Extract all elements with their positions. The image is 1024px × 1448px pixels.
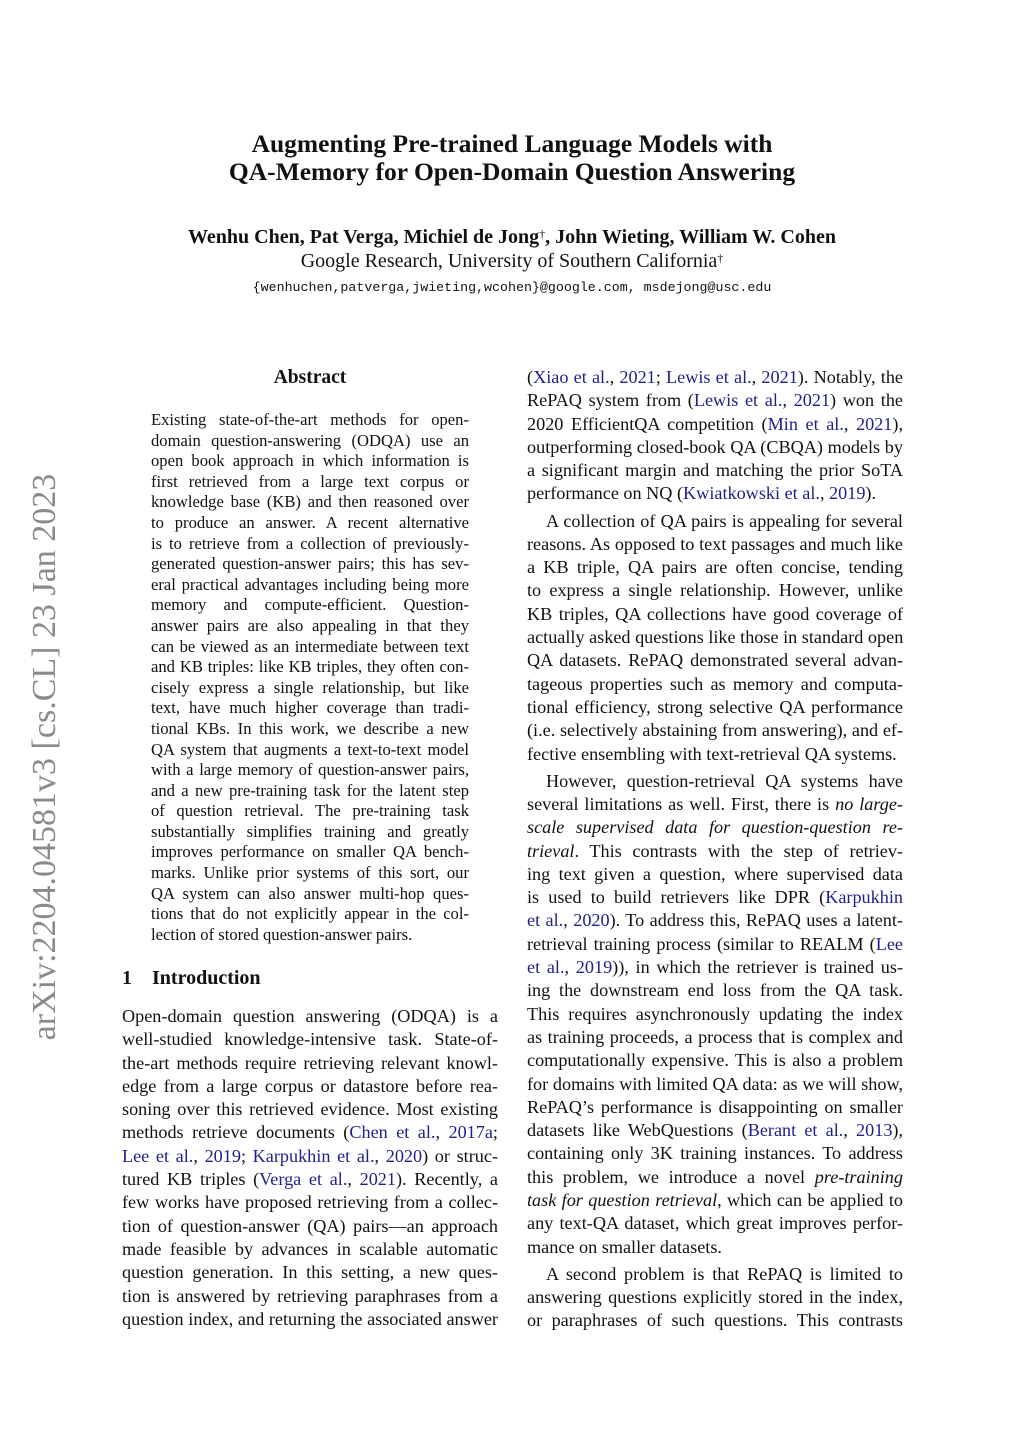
text-line (151, 863, 469, 884)
text-run: several limitations as well. First, there is (527, 793, 836, 814)
text-run: QA system can also answer multi-hop ques- (151, 883, 469, 903)
text-line (527, 533, 903, 556)
text-run: knowledge base (KB) and then reasoned over (151, 492, 469, 512)
text-line (122, 1308, 498, 1331)
citation-link[interactable]: Lee (875, 933, 903, 954)
text-run: tional efficiency, strong selective QA performance (527, 696, 903, 717)
citation-link[interactable]: Chen et al. (349, 1122, 436, 1143)
author-emails: {wenhuchen,patverga,jwieting,wcohen}@google.com, msdejong@usc.edu (252, 280, 772, 295)
paragraph (122, 1005, 498, 1331)
text-line (151, 698, 469, 719)
text-run: any text-QA dataset, which great improves perfor- (527, 1213, 903, 1234)
text-run: for domains with limited QA data: as we will show, (527, 1073, 903, 1094)
text-line (151, 801, 469, 822)
text-run: answer pairs are also appealing in that they (151, 615, 469, 635)
text-run: can be viewed as an intermediate between text (151, 636, 469, 656)
text-line (527, 719, 903, 742)
paragraph (527, 770, 903, 1259)
citation-link[interactable]: Berant et al. (747, 1120, 844, 1141)
text-run: mance on smaller datasets. (527, 1236, 722, 1257)
text-run: A collection of QA pairs is appealing for several (546, 510, 903, 531)
text-line (122, 1052, 498, 1075)
abstract-body (151, 410, 469, 945)
text-line (151, 925, 469, 946)
text-run: , (782, 390, 794, 411)
text-line (122, 1261, 498, 1284)
text-line (527, 933, 903, 956)
text-line (527, 436, 903, 459)
text-run: , (435, 1122, 449, 1143)
citation-link[interactable]: Lewis et al. (666, 367, 752, 387)
text-line (122, 1238, 498, 1261)
paragraph (151, 410, 469, 945)
citation-link[interactable]: Karpukhin (825, 887, 903, 908)
text-line (151, 410, 469, 431)
citation-link[interactable]: Lee et al. (122, 1145, 194, 1166)
text-run: or paraphrases of such questions. This contrasts (527, 1310, 903, 1331)
citation-link[interactable]: 2020 (385, 1145, 423, 1166)
text-run: tions that do not explicitly appear in the col- (151, 904, 469, 924)
text-run: , (347, 1169, 360, 1190)
text-line (527, 979, 903, 1002)
text-run: ing the downstream end loss from the QA task. (527, 980, 903, 1001)
text-run: marks. Unlike prior systems of this sort, our (151, 863, 469, 883)
text-line (151, 595, 469, 616)
text-run: outperforming closed-book QA (CBQA) models by (527, 436, 903, 457)
text-run: ) or struc- (422, 1145, 499, 1166)
text-run: reasons. As opposed to text passages and much like (527, 533, 903, 554)
section-number: 1 (122, 967, 132, 989)
abstract-heading: Abstract (273, 367, 347, 388)
citation-link[interactable]: 2019 (829, 483, 866, 504)
text-run: , (193, 1145, 205, 1166)
text-line (527, 1096, 903, 1119)
text-run: ; (655, 367, 667, 387)
text-line (527, 1166, 903, 1189)
emphasis-text: task for question retrieval (527, 1189, 718, 1210)
text-run: ; (240, 1145, 253, 1166)
text-run: and KB triples: like KB triples, they often con- (151, 657, 469, 677)
paragraph (527, 1263, 903, 1333)
text-line (151, 884, 469, 905)
text-line (527, 1026, 903, 1049)
text-line (151, 492, 469, 513)
text-run: A second problem is that RePAQ is limited to (546, 1263, 903, 1284)
citation-link[interactable]: 2013 (856, 1120, 893, 1141)
affiliation (0, 249, 1024, 274)
text-run: the-art methods require retrieving relevant knowl- (122, 1052, 498, 1073)
citation-link[interactable]: 2021 (761, 367, 798, 387)
text-line (151, 637, 469, 658)
text-run: actually asked questions like those in standard open (527, 627, 904, 648)
text-line (527, 510, 903, 533)
text-run: )), in which the retriever is trained us- (612, 957, 904, 978)
text-line (527, 626, 903, 649)
text-line (151, 554, 469, 575)
text-line (527, 1119, 903, 1142)
text-line (527, 1236, 903, 1259)
text-run: , (843, 1120, 857, 1141)
text-line (527, 696, 903, 719)
text-line (151, 904, 469, 925)
text-run: and a new pre-training task for the latent step (151, 780, 469, 800)
text-run: ), (892, 1120, 904, 1141)
emphasis-text: trieval (527, 840, 575, 861)
text-line (527, 1142, 903, 1165)
text-run: , (751, 367, 762, 387)
text-run: tured KB triples ( (122, 1169, 260, 1190)
text-run: ; (492, 1122, 498, 1143)
text-line (527, 793, 903, 816)
text-line (527, 1263, 903, 1286)
text-line (151, 657, 469, 678)
authors (0, 225, 1024, 249)
citation-link[interactable]: 2019 (575, 957, 613, 978)
text-line (527, 1189, 903, 1212)
text-run: performance on NQ ( (527, 483, 684, 504)
text-run: well-studied knowledge-intensive task. State-of- (122, 1029, 498, 1050)
text-run: cisely express a single relationship, but like (151, 677, 469, 697)
text-line (527, 886, 903, 909)
text-line (122, 1075, 498, 1098)
text-run: tageous properties such as memory and computa- (527, 673, 903, 694)
text-run: ) won the (830, 390, 903, 411)
text-line (527, 816, 903, 839)
text-run: generated question-answer pairs; this has sev- (151, 554, 469, 574)
text-line (527, 482, 903, 505)
text-run: text, have much higher coverage than tradi- (151, 698, 469, 718)
text-run: few works have proposed retrieving from a collec- (122, 1192, 498, 1213)
text-run: Existing state-of-the-art methods for open- (151, 410, 469, 429)
citation-link[interactable]: 2017a (448, 1122, 493, 1143)
text-run: , (609, 367, 620, 387)
citation-link[interactable]: Xiao et al. (533, 367, 610, 387)
citation-link[interactable]: Kwiatkowski et al. (683, 483, 820, 504)
text-run: tion is answered by retrieving paraphrases from a (122, 1285, 498, 1306)
text-run: edge from a large corpus or datastore before rea- (122, 1075, 498, 1096)
text-run: (i.e. selectively abstaining from answering), and ef- (527, 720, 903, 741)
text-line (151, 451, 469, 472)
text-line (151, 472, 469, 493)
text-line (527, 649, 903, 672)
text-line (527, 413, 903, 436)
text-run: ing text given a question, where supervised data (527, 863, 903, 884)
text-run: , (563, 910, 574, 931)
text-line (527, 840, 903, 863)
text-run: domain question-answering (ODQA) use an (151, 430, 469, 450)
text-run: answering questions explicitly stored in the index, (527, 1286, 903, 1307)
text-run: of question retrieval. The pre-training task (151, 801, 469, 821)
text-run: question index, and returning the associated answer (122, 1308, 498, 1329)
text-run: ). Notably, the (797, 367, 903, 387)
text-line (122, 1028, 498, 1051)
text-run: ( (527, 367, 534, 387)
text-line (151, 616, 469, 637)
text-run: ). Recently, a (395, 1169, 498, 1190)
text-line (122, 1168, 498, 1191)
text-line (151, 678, 469, 699)
text-run: memory and compute-efficient. Question- (151, 595, 469, 615)
text-line (527, 956, 903, 979)
authors-part-1: Wenhu Chen, Pat Verga, Michiel de Jong (188, 226, 540, 248)
text-run: retrieval training process (similar to REALM ( (527, 933, 876, 954)
paragraph (527, 510, 903, 766)
title-line-1: Augmenting Pre-trained Language Models with (251, 129, 773, 158)
text-run: ). To address this, RePAQ uses a latent- (609, 910, 903, 931)
emphasis-text: scale supervised data for question-question re- (527, 817, 903, 838)
text-line (527, 389, 903, 412)
dagger-mark: † (539, 227, 546, 241)
text-run: is to retrieve from a collection of previously- (151, 533, 469, 553)
text-line (122, 1098, 498, 1121)
text-run: datasets like WebQuestions ( (527, 1120, 748, 1141)
text-line (527, 1286, 903, 1309)
text-line (151, 781, 469, 802)
text-run: , (843, 413, 857, 434)
authors-part-2: , John Wieting, William W. Cohen (545, 226, 836, 248)
text-line (151, 740, 469, 761)
text-line (527, 673, 903, 696)
affiliation-text: Google Research, University of Southern California (300, 250, 718, 272)
text-line (151, 513, 469, 534)
text-line (151, 719, 469, 740)
citation-link[interactable]: Verga et al. (259, 1169, 348, 1190)
text-line (527, 556, 903, 579)
text-run: Open-domain question answering (ODQA) is a (122, 1006, 498, 1026)
text-run: lection of stored question-answer pairs. (151, 924, 413, 944)
text-run: However, question-retrieval QA systems have (546, 770, 903, 791)
text-run: improves performance on smaller QA bench- (151, 842, 469, 862)
affiliation-dagger: † (717, 251, 724, 265)
text-run: methods retrieve documents ( (122, 1122, 350, 1143)
text-run: 2020 EfficientQA competition ( (527, 413, 768, 434)
text-line (527, 1073, 903, 1096)
text-line (151, 842, 469, 863)
text-run: question generation. In this setting, a new ques- (122, 1262, 498, 1283)
title-line-2: QA-Memory for Open-Domain Question Answering (228, 156, 796, 186)
text-run: ). (865, 483, 877, 504)
text-line (122, 1191, 498, 1214)
citation-link[interactable]: Lewis et al. (693, 390, 783, 411)
text-line (527, 1049, 903, 1072)
text-line (122, 1121, 498, 1144)
introduction-body (122, 1005, 498, 1331)
text-run: tional KBs. In this work, we describe a new (151, 718, 469, 738)
citation-link[interactable]: 2021 (359, 1169, 396, 1190)
text-run: eral practical advantages including being more (151, 574, 469, 594)
text-run: QA system that augments a text-to-text model (151, 739, 469, 759)
text-line (122, 1215, 498, 1238)
emphasis-text: no large- (835, 793, 903, 814)
text-run: made feasible by advances in scalable automatic (122, 1238, 498, 1259)
citation-link[interactable]: et al. (527, 910, 564, 931)
text-line (527, 909, 903, 932)
text-line (122, 1285, 498, 1308)
text-run: soning over this retrieved evidence. Most existing (122, 1099, 498, 1120)
paragraph (527, 366, 903, 506)
text-run: RePAQ’s performance is disappointing on smaller (527, 1096, 903, 1117)
text-run: ), (892, 413, 903, 434)
text-run: to express a single relationship. However, unlike (527, 580, 903, 601)
text-line (151, 431, 469, 452)
text-run: first retrieved from a large text corpus or (151, 471, 469, 491)
text-line (527, 366, 903, 389)
emphasis-text: pre-training (814, 1166, 903, 1187)
text-line (122, 1005, 498, 1028)
right-column-body (527, 366, 903, 1333)
text-line (151, 575, 469, 596)
arxiv-stamp: arXiv:2204.04581v3 [cs.CL] 23 Jan 2023 (26, 473, 63, 1041)
text-run: to produce an answer. A recent alternative (151, 512, 469, 532)
text-line (527, 770, 903, 793)
citation-link[interactable]: Karpukhin et al. (252, 1145, 375, 1166)
text-line (527, 743, 903, 766)
citation-link[interactable]: Min et al. (767, 413, 844, 434)
citation-link[interactable]: 2019 (204, 1145, 241, 1166)
text-run: with a large memory of question-answer pairs, (151, 760, 469, 780)
text-line (151, 534, 469, 555)
paper-title (0, 130, 1024, 185)
section-heading-introduction (122, 966, 261, 990)
text-run: RePAQ system from ( (527, 390, 694, 411)
text-run: as training proceeds, a process that is complex and (527, 1026, 903, 1047)
text-run: This requires asynchronously updating the index (527, 1003, 903, 1024)
text-run: a significant margin and matching the prior SoTA (527, 460, 903, 481)
text-run: tion of question-answer (QA) pairs—an approach (122, 1215, 498, 1236)
text-run: a KB triple, QA pairs are often concise, tending (527, 557, 903, 578)
text-line (527, 459, 903, 482)
text-line (527, 1212, 903, 1235)
citation-link[interactable]: 2020 (573, 910, 610, 931)
text-line (527, 1309, 903, 1332)
citation-link[interactable]: 2021 (856, 413, 893, 434)
text-line (527, 603, 903, 626)
text-line (151, 760, 469, 781)
text-run: , which can be applied to (717, 1189, 903, 1210)
citation-link[interactable]: et al. (527, 957, 565, 978)
citation-link[interactable]: 2021 (793, 390, 831, 411)
text-line (527, 1003, 903, 1026)
text-run: this problem, we introduce a novel (527, 1166, 815, 1187)
text-line (151, 822, 469, 843)
text-run: , (819, 483, 830, 504)
section-title: Introduction (152, 967, 261, 989)
text-run: computationally expensive. This is also a problem (527, 1050, 903, 1071)
text-run: , (564, 957, 576, 978)
text-run: . This contrasts with the step of retriev- (574, 840, 903, 861)
text-run: fective ensembling with text-retrieval QA systems. (527, 743, 897, 764)
text-line (527, 579, 903, 602)
text-run: KB triples, QA collections have good coverage of (527, 603, 903, 624)
text-run: is used to build retrievers like DPR ( (527, 887, 826, 908)
text-run: QA datasets. RePAQ demonstrated several advan- (527, 650, 903, 671)
text-run: open book approach in which information is (151, 451, 469, 471)
text-line (122, 1145, 498, 1168)
text-run: , (374, 1145, 386, 1166)
citation-link[interactable]: 2021 (619, 367, 656, 387)
text-line (527, 863, 903, 886)
text-run: substantially simplifies training and greatly (151, 821, 469, 841)
text-run: containing only 3K training instances. To address (527, 1143, 903, 1164)
